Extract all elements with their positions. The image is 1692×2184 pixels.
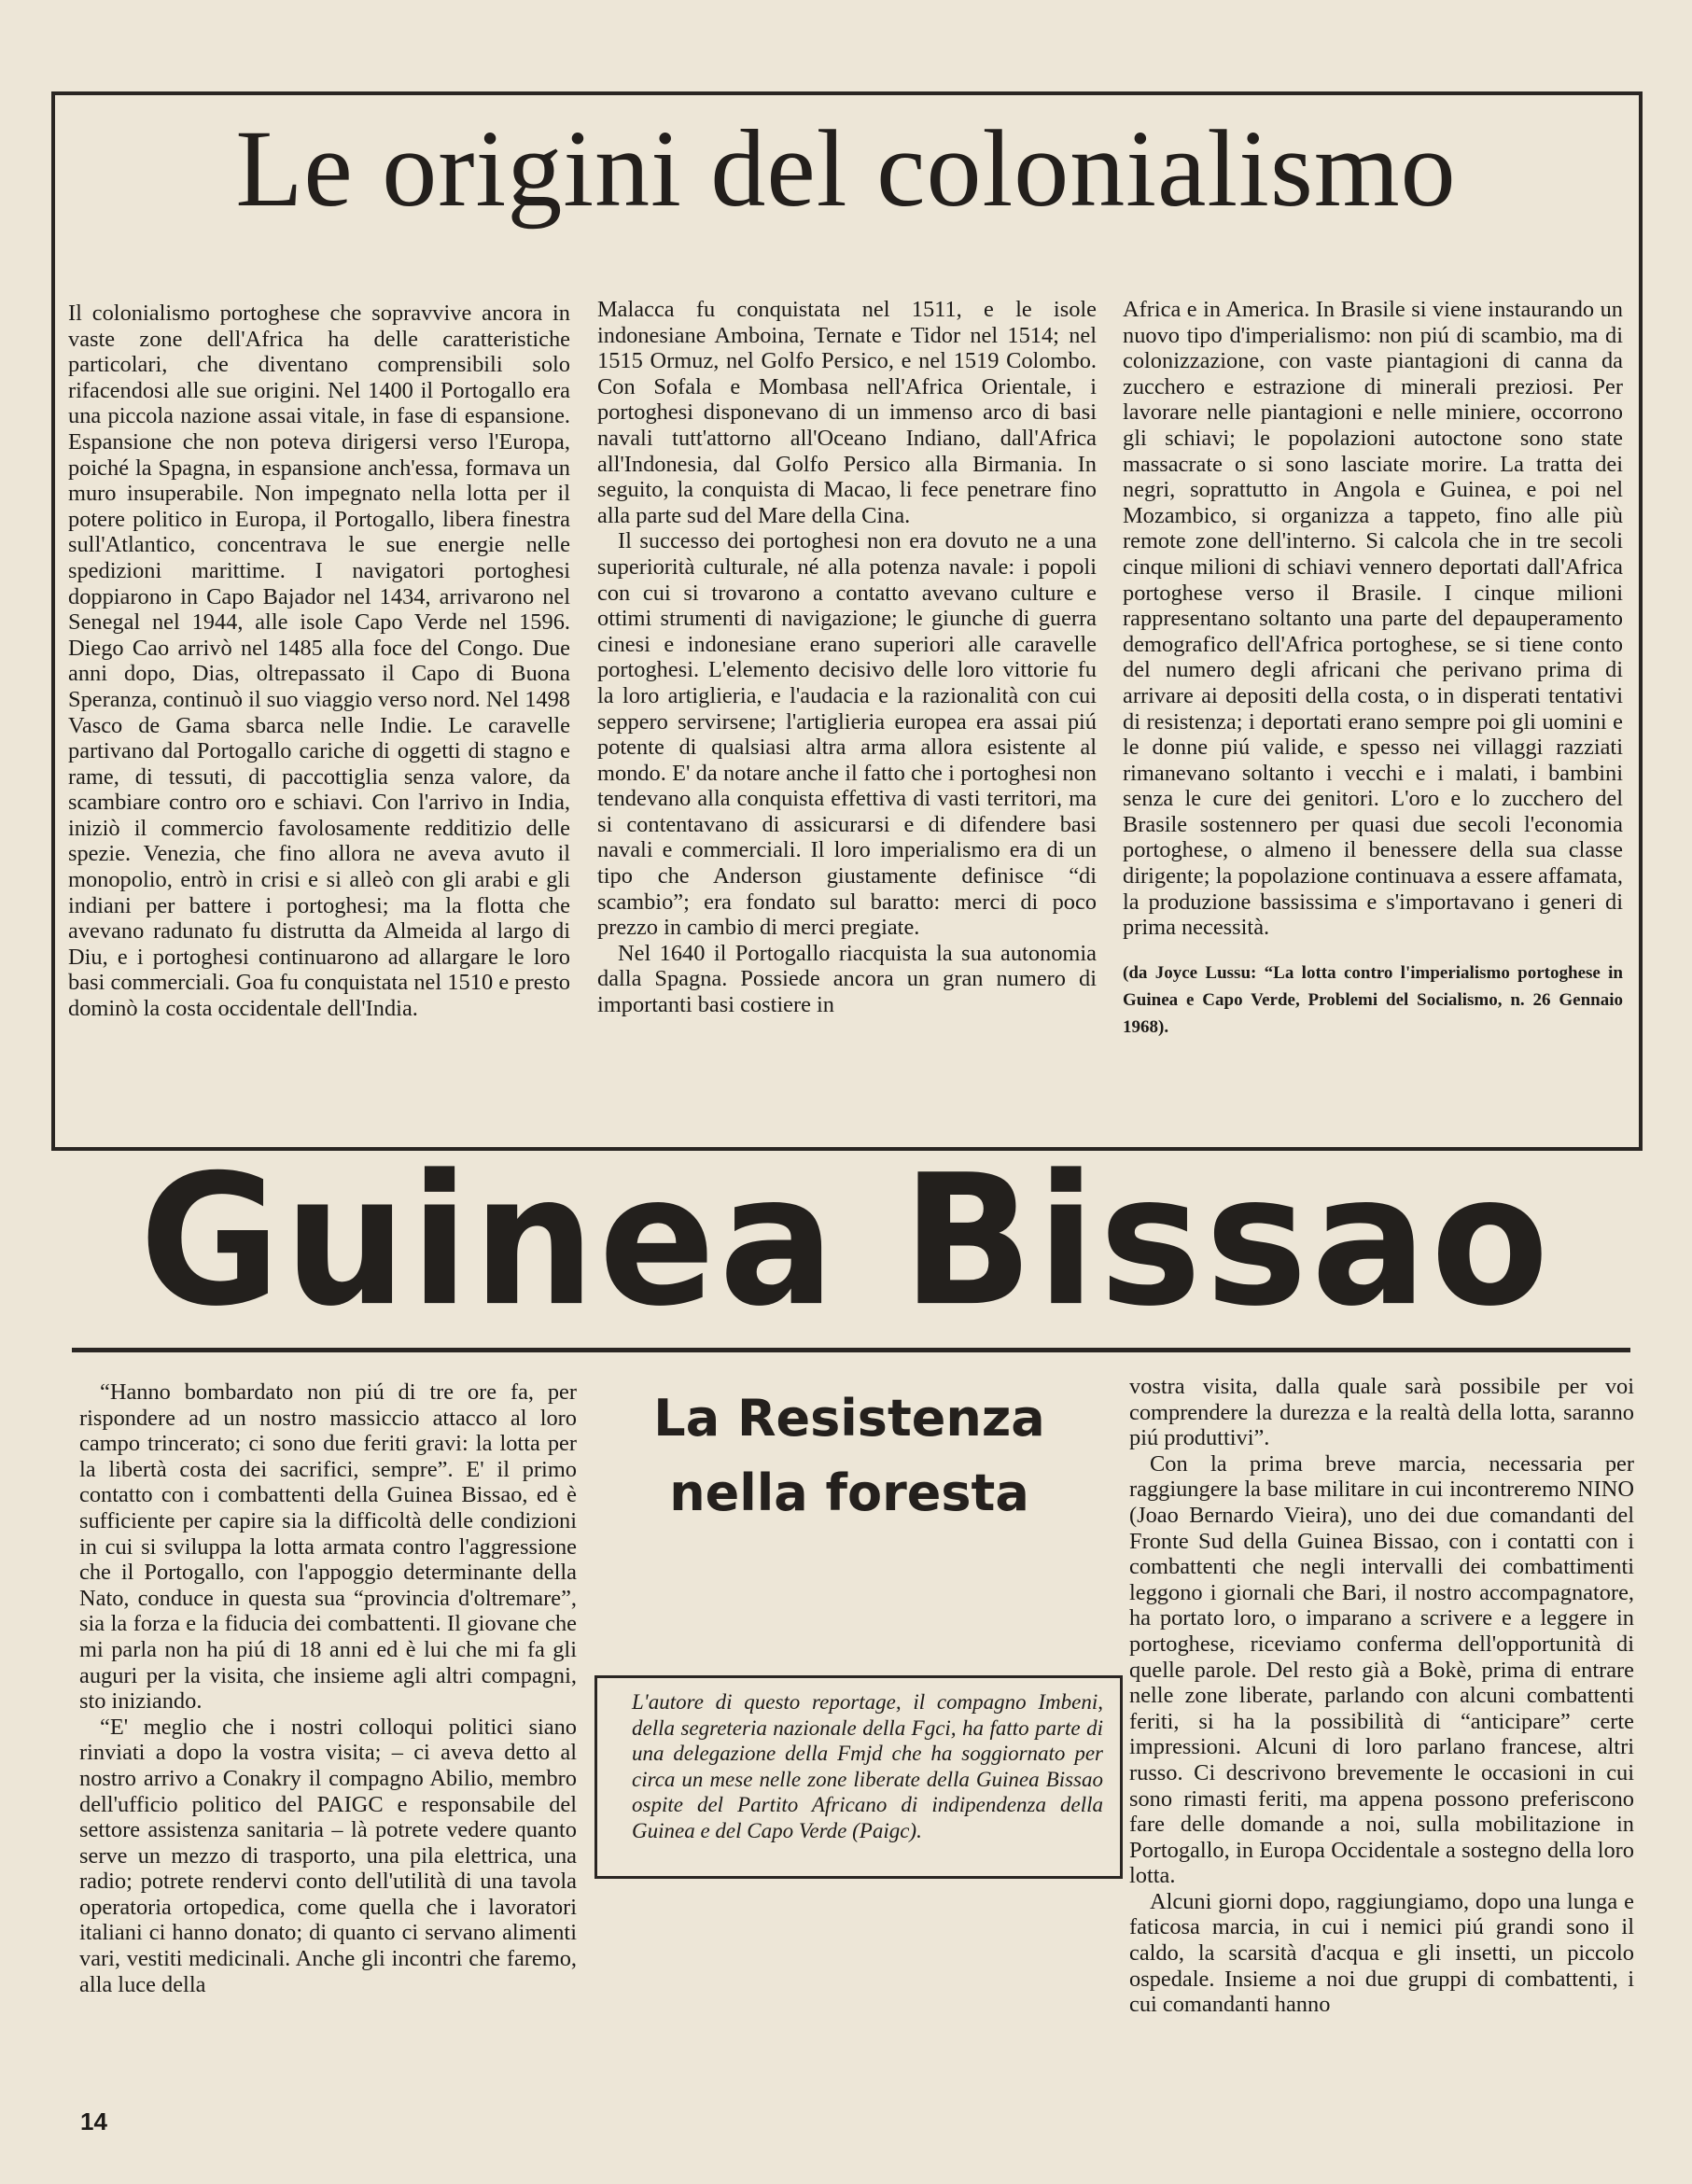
article-subtitle xyxy=(597,1381,1101,1531)
paragraph: Il successo dei portoghesi non era dovuto ne a una superiorità culturale, né alla potenza navale: i popoli con cui si trovarono a contatto avevano culture e ottimi strumenti di navigazione; le giunche di guerra cinesi e indonesiane erano superiori alle caravelle portoghesi. L'elemento decisivo delle loro vittorie fu la loro artiglieria, e l'audacia e la razionalità con cui seppero servirsene; l'artiglieria europea era assai piú potente di qualsiasi altra arma allora esistente al mondo. E' da notare anche il fatto che i portoghesi non tendevano alla conquista effettiva di vasti territori, ma si contentavano di assicurarsi e di difendere basi navali e commerciali. Il loro imperialismo era di un tipo che Anderson giustamente definisce “di scambio”; era fondato sul baratto: merci di poco prezzo in cambio di merci pregiate. xyxy=(597,528,1097,941)
paragraph: Nel 1640 il Portogallo riacquista la sua autonomia dalla Spagna. Possiede ancora un gran numero di importanti basi costiere in xyxy=(597,940,1097,1018)
history-column-3 xyxy=(1123,297,1623,1041)
subtitle-line-2: nella foresta xyxy=(669,1463,1029,1522)
page-title: Le origini del colonialismo xyxy=(235,107,1457,230)
paragraph: vostra visita, dalla quale sarà possibile per voi comprendere la durezza e la realtà della lotta, saranno piú produttivi”. xyxy=(1129,1374,1634,1451)
author-note: L'autore di questo reportage, il compagno Imbeni, della segreteria nazionale della Fgci, ha fatto parte di una delegazione della Fmjd che ha soggiornato per circa un mese nelle zone liberate della Guinea Bissao ospite del Partito Africano di indipendenza della Guinea e del Capo Verde (Paigc). xyxy=(594,1675,1123,1879)
article-column-1 xyxy=(79,1379,577,1997)
paragraph: Il colonialismo portoghese che sopravvive ancora in vaste zone dell'Africa ha delle caratteristiche particolari, che diventano comprensibili solo rifacendosi alle sue origini. Nel 1400 il Portogallo era una piccola nazione assai vitale, in fase di espansione. Espansione che non poteva dirigersi verso l'Europa, poiché la Spagna, in espansione anch'essa, formava un muro insuperabile. Non impegnato nella lotta per il potere politico in Europa, il Portogallo, libera finestra sull'Atlantico, concentrava le sue energie nelle spedizioni marittime. I navigatori portoghesi doppiarono in Capo Bajador nel 1434, arrivarono nel Senegal nel 1944, alle isole Capo Verde nel 1596. Diego Cao arrivò nel 1485 alla foce del Congo. Due anni dopo, Dias, oltrepassato il Capo di Buona Speranza, continuò il suo viaggio verso nord. Nel 1498 Vasco de Gama sbarca nelle Indie. Le caravelle partivano dal Portogallo cariche di oggetti di stagno e rame, di tessuti, di paccottiglia senza valore, da scambiare contro oro e schiavi. Con l'arrivo in India, iniziò il commercio favolosamente redditizio delle spezie. Venezia, che fino allora ne aveva avuto il monopolio, entrò in crisi e si alleò con gli arabi e gli indiani per battere i portoghesi; ma la flotta che avevano radunato fu distrutta da Almeida al largo di Diu, e i portoghesi continuarono ad allargare le loro basi commerciali. Goa fu conquistata nel 1510 e presto dominò la costa occidentale dell'India. xyxy=(68,301,570,1022)
source-citation: (da Joyce Lussu: “La lotta contro l'imperialismo portoghese in Guinea e Capo Verde, Problemi del Socialismo, n. 26 Gennaio 1968). xyxy=(1123,962,1623,1037)
paragraph: Malacca fu conquistata nel 1511, e le isole indonesiane Amboina, Ternate e Tidor nel 1514; nel 1515 Ormuz, nel Golfo Persico, e nel 1519 Colombo. Con Sofala e Mombasa nell'Africa Orientale, i portoghesi disponevano di un immenso arco di basi navali tutt'attorno all'Oceano Indiano, dall'Africa all'Indonesia, dal Golfo Persico alla Birmania. In seguito, la conquista di Macao, li fece penetrare fino alla parte sud del Mare della Cina. xyxy=(597,297,1097,528)
paragraph: Africa e in America. In Brasile si viene instaurando un nuovo tipo d'imperialismo: non piú di scambio, ma di colonizzazione, con vaste piantagioni di canna da zucchero e estrazione di minerali preziosi. Per lavorare nelle piantagioni e nelle miniere, occorrono gli schiavi; le popolazioni autoctone sono state massacrate o si sono lasciate morire. La tratta dei negri, soprattutto in Angola e Guinea, e poi nel Mozambico, si organizza a tappeto, fino alle più remote zone dell'interno. Si calcola che in tre secoli cinque milioni di schiavi vennero deportati dall'Africa portoghese verso il Brasile. I cinque milioni rappresentano soltanto una parte del depauperamento demografico dell'Africa portoghese, se si tiene conto del numero degli africani che perivano prima di arrivare ai depositi della costa, o in disperati tentativi di resistenza; i deportati erano sempre poi gli uomini e le donne piú valide, e spesso nei villaggi razziati rimanevano soltanto i vecchi e i malati, i bambini senza le cure dei genitori. L'oro e lo zucchero del Brasile sostennero per quasi due secoli l'economia portoghese, o almeno il benessere della sua classe dirigente; la popolazione continuava a essere affamata, la produzione bassissima e s'importavano i generi di prima necessità. xyxy=(1123,297,1623,941)
history-column-2 xyxy=(597,297,1097,1018)
page-number: 14 xyxy=(80,2107,107,2135)
paragraph: Alcuni giorni dopo, raggiungiamo, dopo una lunga e faticosa marcia, in cui i nemici piú grandi sono il caldo, la scarsità d'acqua e gli insetti, un piccolo ospedale. Insieme a noi due gruppi di combattenti, i cui comandanti hanno xyxy=(1129,1888,1634,2018)
article-column-3 xyxy=(1129,1374,1634,2018)
divider xyxy=(72,1348,1630,1352)
history-column-1 xyxy=(68,301,570,1022)
paragraph: “Hanno bombardato non piú di tre ore fa, per rispondere ad un nostro massiccio attacco al loro campo trincerato; ci sono due feriti gravi: la lotta per la libertà costa dei sacrifici, sempre”. E' il primo contatto con i combattenti della Guinea Bissao, ed è sufficiente per capire sia la difficoltà delle condizioni in cui si sviluppa la lotta armata contro l'aggressione che il Portogallo, con l'appoggio determinante della Nato, conduce in questa sua “provincia d'oltremare”, sia la forza e la fiducia dei combattenti. Il giovane che mi parla non ha piú di 18 anni ed è lui che mi fa gli auguri per la visita, che insieme agli altri compagni, sto iniziando. xyxy=(79,1379,577,1715)
subtitle-line-1: La Resistenza xyxy=(653,1389,1045,1448)
banner-headline: Guinea Bissao xyxy=(139,1136,1553,1347)
paragraph: Con la prima breve marcia, necessaria per raggiungere la base militare in cui incontreremo NINO (Joao Bernardo Vieira), uno dei due comandanti del Fronte Sud della Guinea Bissao, con i contatti con i combattenti che negli intervalli dei combattimenti leggono i giornali che Bari, il nostro accompagnatore, ha portato loro, o imparano a scrivere e a leggere in portoghese, riceviamo conferma dell'opportunità di quelle parole. Del resto già a Bokè, prima di entrare nelle zone liberate, parlando con alcuni combattenti feriti, si ha la possibilità di “anticipare” certe impressioni. Alcuni di loro parlano francese, altri russo. Ci descrivono brevemente le occasioni in cui sono rimasti feriti, ma appena possono preferiscono fare delle domande a noi, sulla mobilitazione in Portogallo, in Europa Occidentale a sostegno della loro lotta. xyxy=(1129,1450,1634,1889)
paragraph: “E' meglio che i nostri colloqui politici siano rinviati a dopo la vostra visita; – ci aveva detto al nostro arrivo a Conakry il compagno Abilio, membro dell'ufficio politico del PAIGC e responsabile del settore assistenza sanitaria – là potrete vedere quanto serve un mezzo di trasporto, una pila elettrica, una radio; potrete rendervi conto dell'utilità di una tavola operatoria ortopedica, come quella che i lavoratori italiani ci hanno donato; di quanto ci servano alimenti vari, vestiti medicinali. Anche gli incontri che faremo, alla luce della xyxy=(79,1714,577,1997)
